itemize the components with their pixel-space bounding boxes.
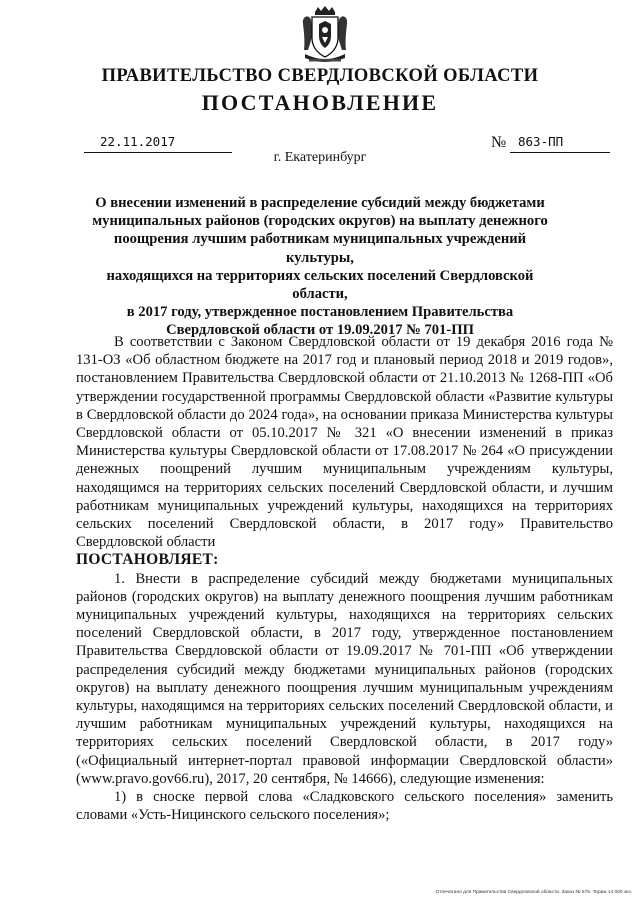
heading-line: О внесении изменений в распределение субсидий между бюджетами: [95, 195, 545, 211]
heading-line: Свердловской области от 19.09.2017 № 701-ПП: [166, 322, 474, 339]
heading-line: поощрения лучшим работникам муниципальных учреждений культуры,: [113, 231, 527, 266]
item-1-paragraph: 1. Внести в распределение субсидий между бюджетами муниципальных районов (городских округов) на выплату денежного поощрения лучшим работникам муниципальных учреждений культуры, находящихся на территориях сельских поселений Свердловской области, в 2017 году, утвержденное постановлением Правительства Свердловской области от 19.09.2017 № 701-ПП «Об утверждении распределения субсидий между бюджетами муниципальных районов (городских округов) на выплату денежного поощрения лучшим муниципальным учреждениям культуры, находящимся на территориях сельских поселений Свердловской области, и лучшим работникам муниципальных учреждений культуры, находящихся на территориях сельских поселений Свердловской области, в 2017 году» («Официальный интернет-портал правовой информации Свердловской области» (www.pravo.gov66.ru), 2017, 20 сентября, № 14666), следующие изменения:: [76, 570, 613, 787]
document-date: 22.11.2017: [100, 134, 176, 149]
coat-of-arms-icon: [300, 6, 350, 66]
number-sign: №: [491, 134, 507, 151]
heading-line: муниципальных районов (городских округов) на выплату денежного: [92, 213, 548, 230]
document-body: [76, 333, 613, 824]
decree-word: ПОСТАНОВЛЯЕТ:: [76, 551, 219, 569]
subitem-1-paragraph: 1) в сноске первой слова «Сладковского сельского поселения» заменить словами «Усть-Ницинского сельского поселения»;: [76, 789, 613, 824]
document-number: 863-ПП: [518, 134, 564, 149]
heading-line: находящихся на территориях сельских поселений Свердловской области,: [106, 267, 534, 303]
document-city: г. Екатеринбург: [273, 150, 367, 165]
document-type: ПОСТАНОВЛЕНИЕ: [201, 90, 439, 115]
document-heading: [80, 194, 560, 340]
heading-line: в 2017 году, утвержденное постановлением Правительства: [126, 304, 514, 321]
print-footer: Отпечатано для Правительства Свердловской области. Заказ № 575. Тираж 14 000 экз.: [435, 890, 632, 895]
preamble-paragraph: В соответствии с Законом Свердловской области от 19 декабря 2016 года № 131-ОЗ «Об областном бюджете на 2017 год и плановый период 2018 и 2019 годов», постановлением Правительства Свердловской области от 21.10.2013 № 1268-ПП «Об утверждении государственной программы Свердловской области «Развитие культуры в Свердловской области до 2024 года», на основании приказа Министерства культуры Свердловской области от 05.10.2017 № 321 «О внесении изменений в приказ Министерства культуры Свердловской области от 17.08.2017 № 264 «О присуждении денежных поощрений лучшим муниципальным учреждениям культуры, находящимся на территориях сельских поселений Свердловской области, и лучшим работникам муниципальных учреждений культуры, находящихся на территориях сельских поселений Свердловской области, в 2017 году» Правительство Свердловской области: [76, 334, 613, 551]
organization-title: ПРАВИТЕЛЬСТВО СВЕРДЛОВСКОЙ ОБЛАСТИ: [101, 66, 539, 86]
